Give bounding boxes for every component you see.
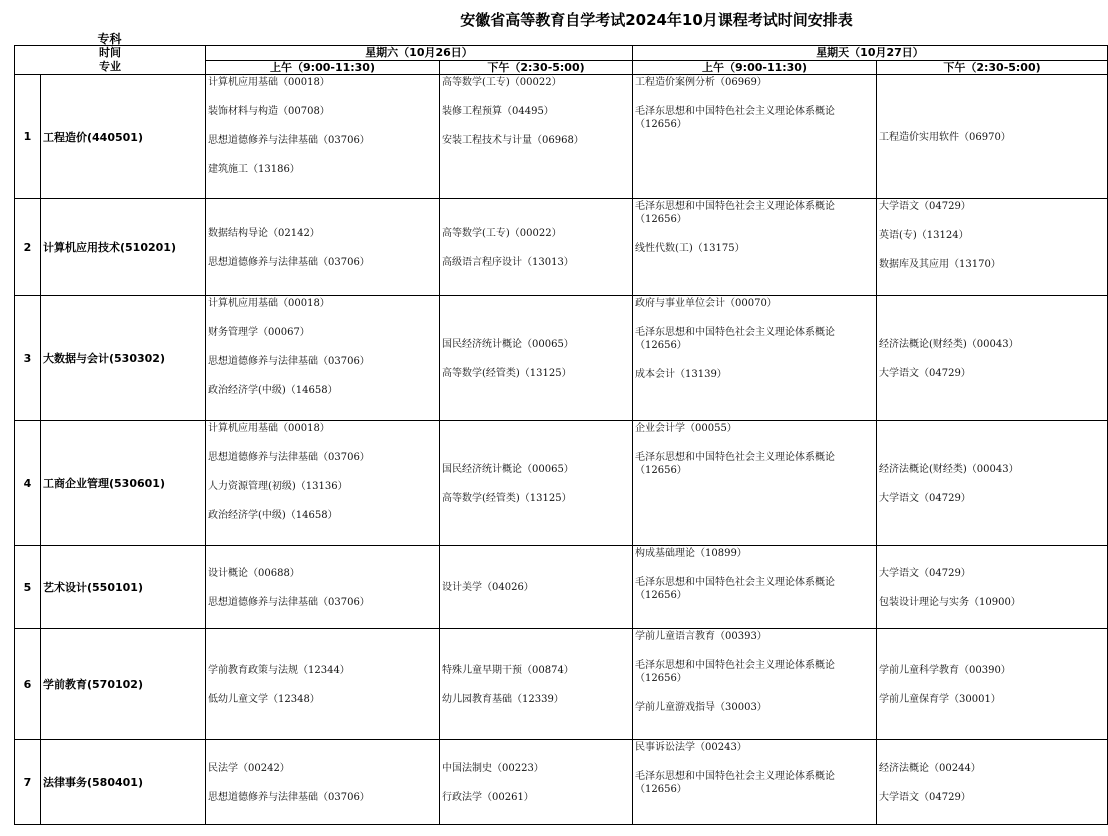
session-cell [633, 740, 877, 825]
session-cell [440, 75, 633, 199]
session-cell [440, 296, 633, 421]
course-entry: 经济法概论(财经类)（00043） [879, 338, 1019, 350]
course-entry: 构成基础理论（10899） [635, 548, 747, 559]
table-row [15, 296, 1108, 421]
course-entry: 政治经济学(中级)（14658） [208, 510, 338, 521]
session-header-am: 上午（9:00-11:30) [206, 60, 440, 75]
course-entry: 经济法概论(财经类)（00043） [879, 463, 1019, 475]
session-cell [440, 629, 633, 740]
session-cell [633, 629, 877, 740]
page-title: 安徽省高等教育自学考试2024年10月课程考试时间安排表 [460, 11, 853, 29]
major-name: 大数据与会计(530302) [41, 296, 206, 421]
course-entry: 设计概论（00688） [208, 567, 300, 579]
course-entry: 低幼儿童文学（12348） [208, 693, 320, 705]
corner-header [15, 46, 206, 75]
table-row [15, 199, 1108, 296]
course-entry: 思想道德修养与法律基础（03706） [208, 596, 370, 608]
course-entry: 毛泽东思想和中国特色社会主义理论体系概论（12656） [635, 660, 835, 684]
session-cell [633, 199, 877, 296]
course-entry: 毛泽东思想和中国特色社会主义理论体系概论（12656） [635, 771, 835, 795]
row-number: 4 [15, 421, 41, 546]
course-entry: 工程造价实用软件（06970） [879, 131, 1011, 143]
course-entry: 安装工程技术与计量（06968） [442, 135, 584, 146]
course-entry: 财务管理学（00067） [208, 327, 310, 338]
major-name: 计算机应用技术(510201) [41, 199, 206, 296]
exam-schedule-table [14, 45, 1108, 825]
course-entry: 国民经济统计概论（00065） [442, 338, 574, 350]
course-entry: 毛泽东思想和中国特色社会主义理论体系概论（12656） [635, 452, 835, 476]
course-entry: 经济法概论（00244） [879, 762, 981, 774]
course-entry: 思想道德修养与法律基础（03706） [208, 256, 370, 268]
corner-label-major: 专业 [99, 60, 121, 73]
session-cell [206, 629, 440, 740]
course-entry: 毛泽东思想和中国特色社会主义理论体系概论（12656） [635, 577, 835, 601]
course-entry: 大学语文（04729） [879, 567, 971, 579]
course-entry: 工程造价案例分析（06969） [635, 77, 767, 88]
session-cell [440, 546, 633, 629]
course-entry: 政府与事业单位会计（00070） [635, 298, 777, 309]
course-entry: 装饰材料与构造（00708） [208, 106, 330, 117]
major-name: 学前教育(570102) [41, 629, 206, 740]
session-header-am: 上午（9:00-11:30) [633, 60, 877, 75]
course-entry: 大学语文（04729） [879, 367, 971, 379]
session-cell [633, 546, 877, 629]
course-entry: 大学语文（04729） [879, 791, 971, 803]
table-row [15, 75, 1108, 199]
corner-label-time: 时间 [99, 46, 121, 59]
table-row [15, 629, 1108, 740]
course-entry: 包装设计理论与实务（10900） [879, 596, 1021, 608]
session-cell [877, 629, 1108, 740]
course-entry: 毛泽东思想和中国特色社会主义理论体系概论（12656） [635, 201, 835, 225]
session-cell [440, 740, 633, 825]
course-entry: 大学语文（04729） [879, 201, 971, 212]
table-row [15, 740, 1108, 825]
session-cell [877, 740, 1108, 825]
course-entry: 计算机应用基础（00018） [208, 298, 330, 309]
course-entry: 思想道德修养与法律基础（03706） [208, 452, 370, 463]
course-entry: 国民经济统计概论（00065） [442, 463, 574, 475]
corner-label-level: 专科 [97, 32, 122, 46]
course-entry: 学前儿童科学教育（00390） [879, 664, 1011, 676]
course-entry: 毛泽东思想和中国特色社会主义理论体系概论（12656） [635, 106, 835, 130]
session-cell [206, 75, 440, 199]
course-entry: 中国法制史（00223） [442, 762, 544, 774]
course-entry: 高等数学(经管类)（13125） [442, 492, 572, 504]
session-cell [206, 740, 440, 825]
course-entry: 学前儿童保育学（30001） [879, 693, 1001, 705]
major-name: 艺术设计(550101) [41, 546, 206, 629]
session-cell [633, 296, 877, 421]
major-name: 法律事务(580401) [41, 740, 206, 825]
course-entry: 幼儿园教育基础（12339） [442, 693, 564, 705]
course-entry: 思想道德修养与法律基础（03706） [208, 356, 370, 367]
course-entry: 学前儿童语言教育（00393） [635, 631, 767, 642]
major-name: 工商企业管理(530601) [41, 421, 206, 546]
session-header-pm: 下午（2:30-5:00) [440, 60, 633, 75]
session-cell [206, 296, 440, 421]
course-entry: 高级语言程序设计（13013） [442, 256, 574, 268]
course-entry: 民事诉讼法学（00243） [635, 742, 747, 753]
session-header-pm: 下午（2:30-5:00) [877, 60, 1108, 75]
session-cell [440, 421, 633, 546]
course-entry: 线性代数(工)（13175） [635, 243, 745, 254]
session-cell [206, 421, 440, 546]
row-number: 2 [15, 199, 41, 296]
course-entry: 装修工程预算（04495） [442, 106, 554, 117]
row-number: 5 [15, 546, 41, 629]
course-entry: 思想道德修养与法律基础（03706） [208, 135, 370, 146]
major-name: 工程造价(440501) [41, 75, 206, 199]
session-cell [877, 296, 1108, 421]
session-cell [877, 75, 1108, 199]
course-entry: 企业会计学（00055） [635, 423, 737, 434]
session-cell [877, 199, 1108, 296]
row-number: 1 [15, 75, 41, 199]
course-entry: 高等数学(经管类)（13125） [442, 367, 572, 379]
course-entry: 思想道德修养与法律基础（03706） [208, 791, 370, 803]
day-header-saturday: 星期六（10月26日） [206, 46, 633, 61]
course-entry: 数据库及其应用（13170） [879, 259, 1001, 270]
row-number: 6 [15, 629, 41, 740]
course-entry: 数据结构导论（02142） [208, 227, 320, 239]
session-cell [206, 199, 440, 296]
course-entry: 政治经济学(中级)（14658） [208, 385, 338, 396]
course-entry: 特殊儿童早期干预（00874） [442, 664, 574, 676]
session-cell [877, 421, 1108, 546]
course-entry: 学前儿童游戏指导（30003） [635, 702, 767, 713]
course-entry: 毛泽东思想和中国特色社会主义理论体系概论（12656） [635, 327, 835, 351]
session-cell [633, 75, 877, 199]
course-entry: 高等数学(工专)（00022） [442, 227, 562, 239]
session-cell [440, 199, 633, 296]
course-entry: 行政法学（00261） [442, 791, 534, 803]
day-header-sunday: 星期天（10月27日） [633, 46, 1108, 61]
course-entry: 成本会计（13139） [635, 369, 727, 380]
table-row [15, 421, 1108, 546]
row-number: 3 [15, 296, 41, 421]
course-entry: 高等数学(工专)（00022） [442, 77, 562, 88]
course-entry: 英语(专)（13124） [879, 230, 969, 241]
session-cell [633, 421, 877, 546]
course-entry: 学前教育政策与法规（12344） [208, 664, 350, 676]
session-cell [877, 546, 1108, 629]
table-row [15, 546, 1108, 629]
schedule-body [15, 75, 1108, 825]
course-entry: 设计美学（04026） [442, 582, 534, 593]
course-entry: 民法学（00242） [208, 762, 290, 774]
course-entry: 大学语文（04729） [879, 492, 971, 504]
course-entry: 人力资源管理(初级)（13136） [208, 481, 348, 492]
row-number: 7 [15, 740, 41, 825]
course-entry: 计算机应用基础（00018） [208, 77, 330, 88]
session-cell [206, 546, 440, 629]
course-entry: 建筑施工（13186） [208, 164, 300, 175]
course-entry: 计算机应用基础（00018） [208, 423, 330, 434]
